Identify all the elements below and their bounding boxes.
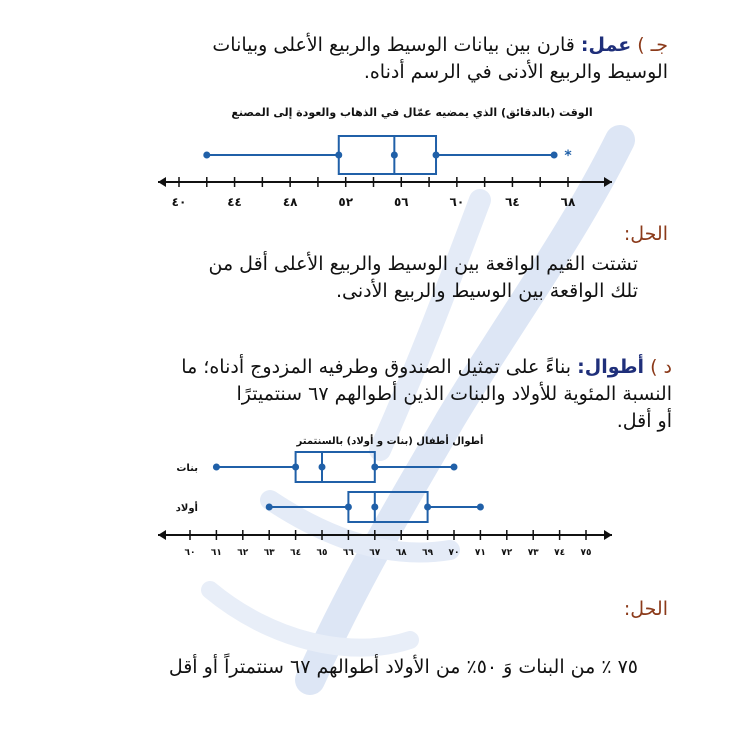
axis-arrow-left [158, 530, 166, 540]
tick-label: ٥٦ [393, 195, 409, 209]
tick-label: ٦٥ [316, 548, 328, 558]
point-min [203, 152, 210, 159]
series-name: بنات [176, 463, 198, 474]
axis-arrow-left [158, 177, 166, 187]
tick-label: ٦٠ [449, 195, 465, 209]
tick-label: ٤٤ [227, 195, 242, 209]
problem-c-line1 [68, 32, 668, 59]
tick-label: ٦٢ [237, 548, 249, 558]
point-min [213, 464, 220, 471]
tick-label: ٧٠ [448, 548, 460, 558]
problem-d-question [52, 354, 672, 435]
point-max [551, 152, 558, 159]
problem-d-text2: النسبة المئوية للأولاد والبنات الذين أطوالهم ٦٧ سنتميترًا [236, 383, 672, 405]
tick-label: ٧٣ [527, 548, 539, 558]
problem-c-text2: الوسيط والربيع الأدنى في الرسم أدناه. [363, 61, 668, 83]
problem-c-solution-line2: تلك الواقعة بين الوسيط والربيع الأدنى. [335, 280, 638, 302]
point-max [451, 464, 458, 471]
tick-label: ٦١ [210, 548, 222, 558]
problem-d-solution-label: الحل: [623, 598, 668, 620]
problem-c-text1: قارن بين بيانات الوسيط والربيع الأعلى وبيانات [212, 34, 575, 56]
tick-label: ٦٤ [290, 548, 302, 558]
problem-c-label: جـ ) [637, 34, 668, 56]
tick-label: ٦٤ [505, 195, 520, 209]
tick-label: ٧٥ [580, 548, 592, 558]
tick-label: ٦٩ [422, 548, 434, 558]
tick-label: ٦٠ [184, 548, 196, 558]
outlier-marker: * [564, 148, 572, 164]
series-name: أولاد [175, 503, 198, 514]
point-median [391, 152, 398, 159]
tick-label: ٦٨ [395, 548, 407, 558]
tick-label: ٤٨ [282, 195, 298, 209]
problem-d-line1 [52, 354, 672, 381]
point-median [319, 464, 326, 471]
point-median [371, 504, 378, 511]
box [296, 452, 375, 482]
point-q3 [371, 464, 378, 471]
axis-arrow-right [604, 530, 612, 540]
box [348, 492, 427, 522]
problem-d-label: د ) [650, 356, 672, 378]
problem-c-question [68, 32, 668, 86]
point-q3 [424, 504, 431, 511]
tick-label: ٦٦ [342, 548, 354, 558]
chart2-title: أطوال أطفال (بنات و أولاد) بالسنتمتر [296, 436, 484, 447]
axis-arrow-right [604, 177, 612, 187]
tick-label: ٦٧ [369, 548, 381, 558]
chart1-title: الوقت (بالدقائق) الذي يمضيه عمّال في الذهاب والعودة إلى المصنع [231, 106, 593, 119]
problem-d-solution: ٧٥ ٪ من البنات وَ ٥٠٪ من الأولاد أطوالهم ٦٧ سنتمتراً أو أقل [168, 656, 638, 678]
point-max [477, 504, 484, 511]
point-q1 [345, 504, 352, 511]
tick-label: ٧١ [474, 548, 486, 558]
point-q1 [292, 464, 299, 471]
box [339, 136, 436, 174]
commute-time-boxplot [150, 98, 620, 213]
problem-d-text3: أو أقل. [616, 410, 672, 432]
heights-boxplot [150, 430, 620, 565]
problem-d-title: أطوال: [577, 356, 645, 378]
tick-label: ٦٨ [560, 195, 576, 209]
problem-c-solution-line1: تشتت القيم الواقعة بين الوسيط والربيع الأعلى أقل من [208, 253, 638, 275]
point-q1 [335, 152, 342, 159]
tick-label: ٧٤ [554, 548, 566, 558]
point-min [266, 504, 273, 511]
tick-label: ٧٢ [501, 548, 513, 558]
tick-label: ٤٠ [171, 195, 187, 209]
problem-c-solution [78, 251, 638, 305]
problem-c-solution-label: الحل: [623, 223, 668, 245]
tick-label: ٥٢ [338, 195, 354, 209]
problem-c-title: عمل: [580, 34, 632, 56]
tick-label: ٦٣ [263, 548, 275, 558]
point-q3 [433, 152, 440, 159]
problem-d-text1: بناءً على تمثيل الصندوق وطرفيه المزدوج أدناه؛ ما [181, 356, 572, 378]
